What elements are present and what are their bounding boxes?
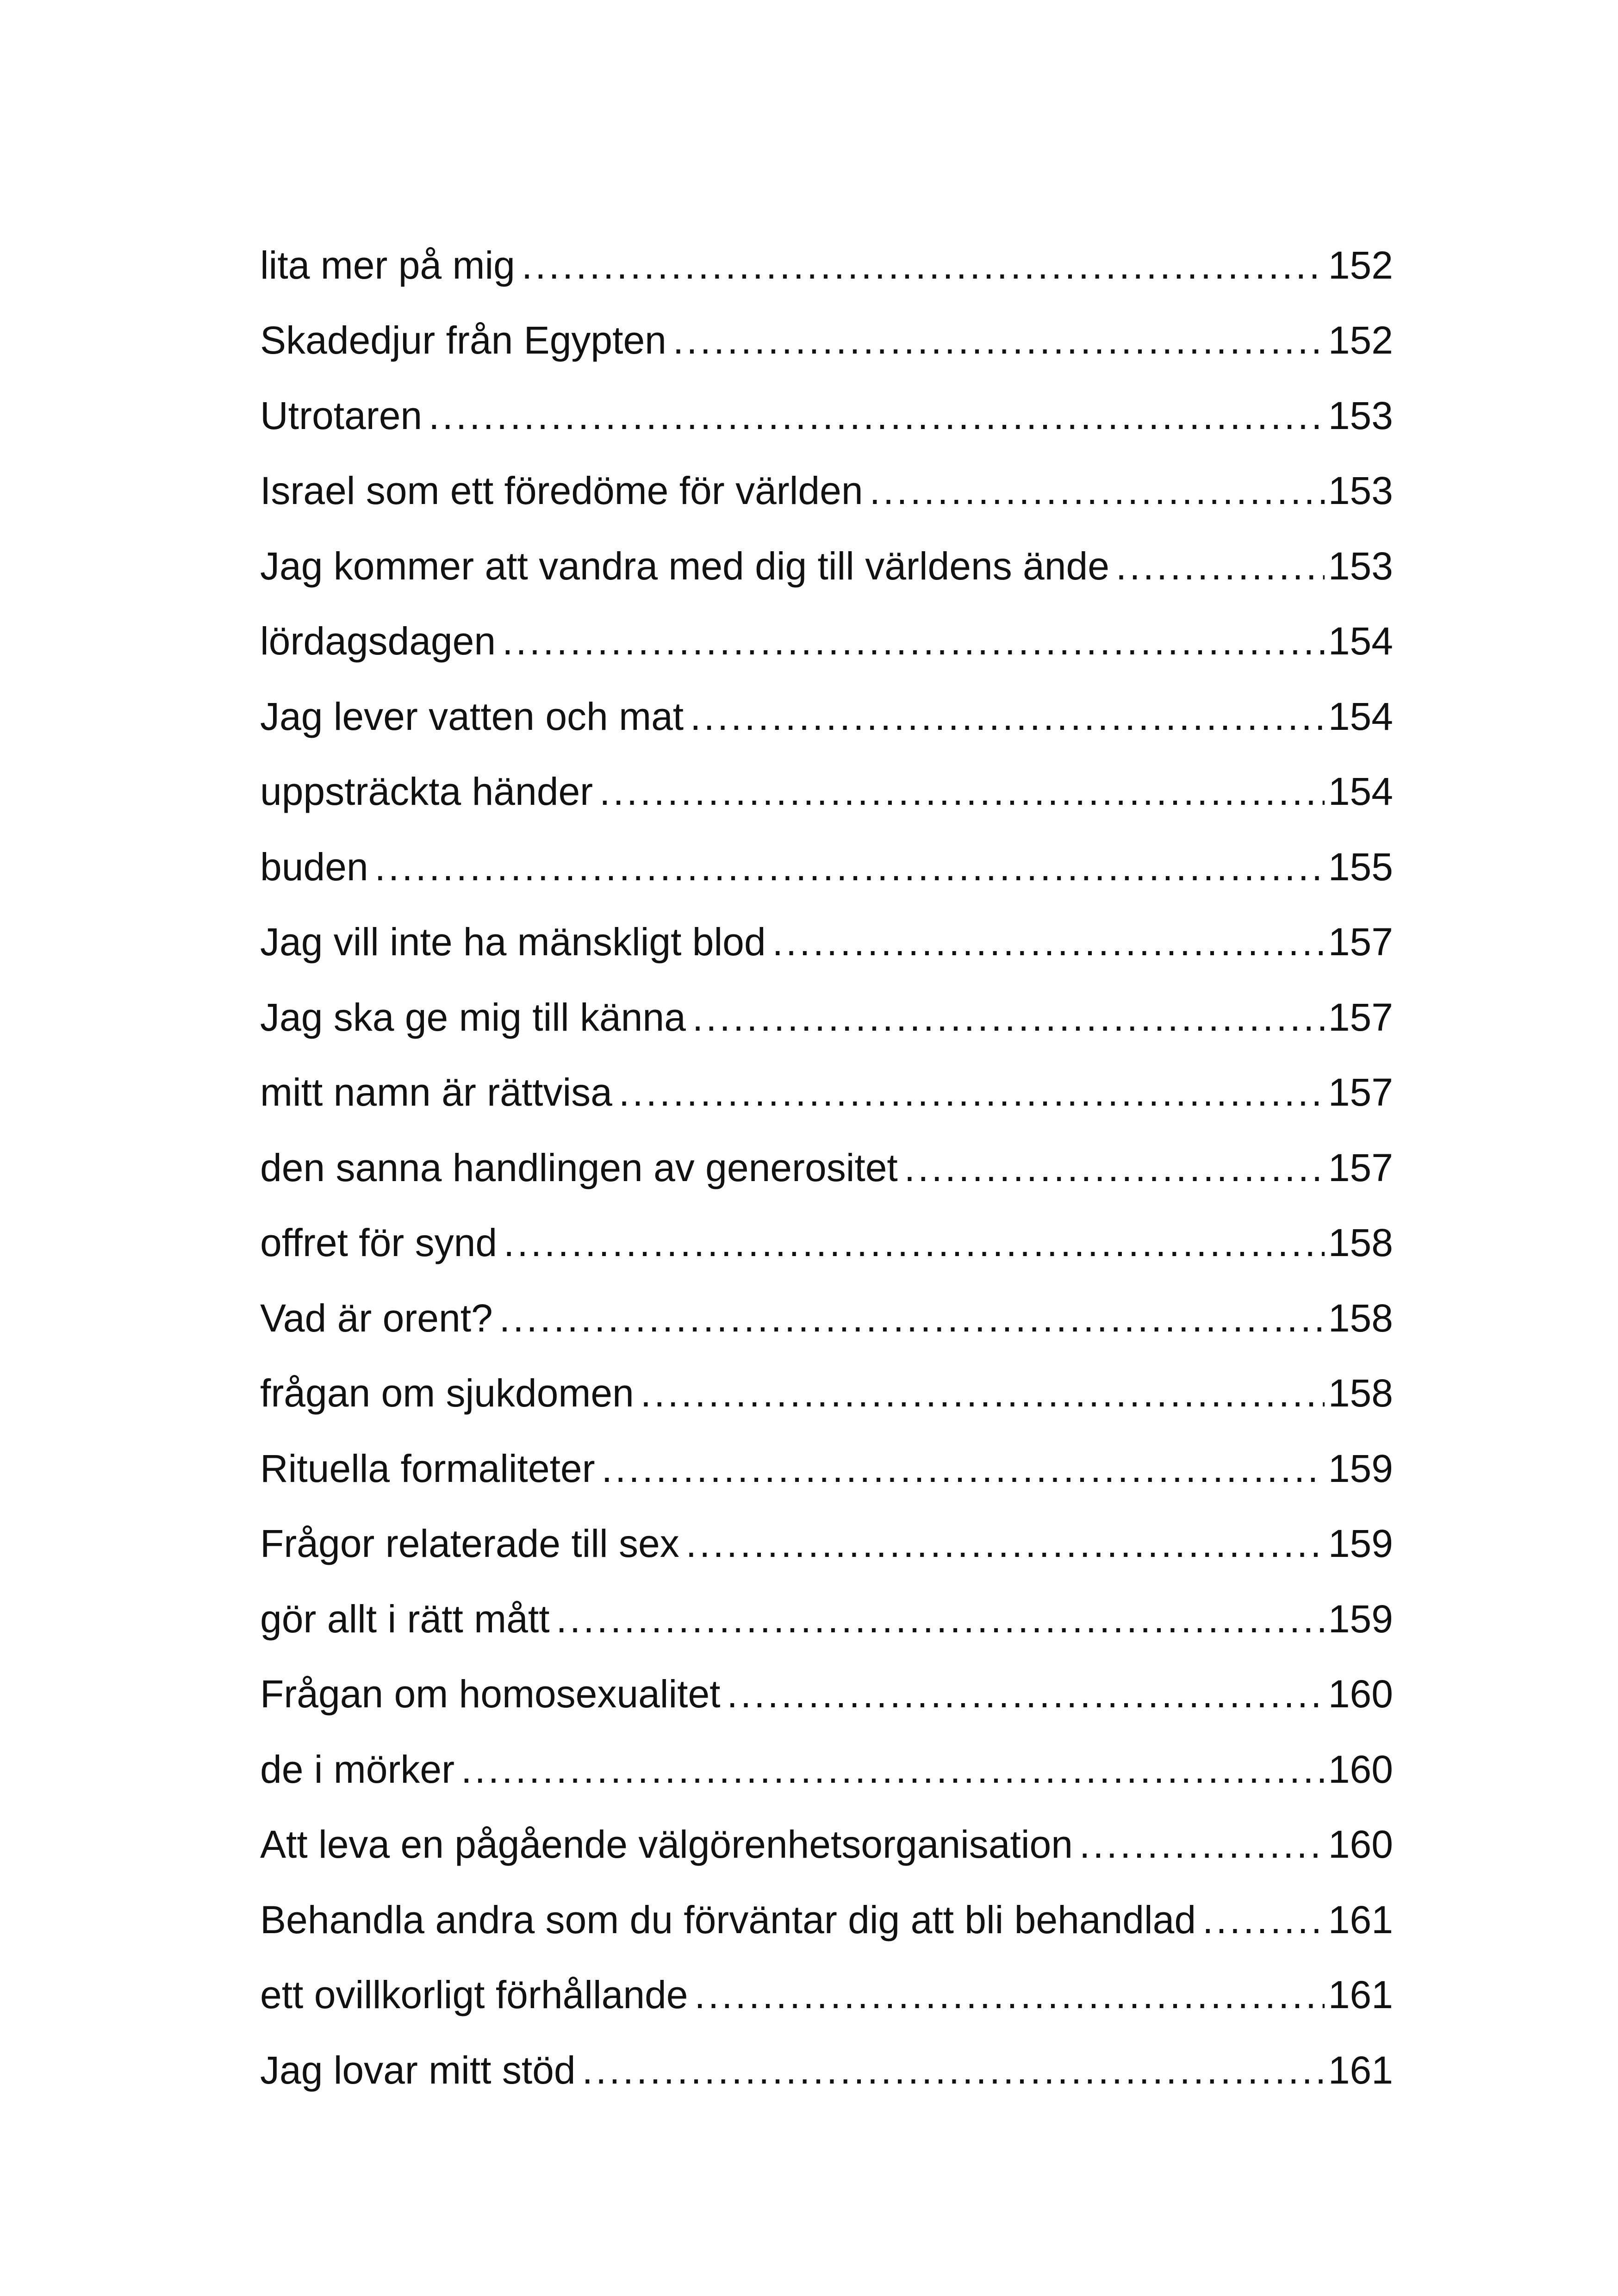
toc-entry-title: lita mer på mig bbox=[260, 243, 515, 287]
toc-entry-page: 160 bbox=[1328, 1672, 1393, 1716]
toc-dot-leader bbox=[619, 1073, 1325, 1112]
toc-entry-page: 153 bbox=[1328, 469, 1393, 512]
toc-entry-page: 158 bbox=[1328, 1296, 1393, 1340]
toc-entry-page: 161 bbox=[1328, 1898, 1393, 1941]
toc-entry[interactable] bbox=[260, 1789, 1393, 1864]
toc-dot-leader bbox=[686, 1524, 1325, 1563]
toc-entry[interactable] bbox=[260, 360, 1393, 435]
toc-entry-title: Rituella formaliteter bbox=[260, 1446, 595, 1490]
toc-dot-leader bbox=[375, 847, 1325, 886]
toc-entry[interactable] bbox=[260, 510, 1393, 588]
toc-dot-leader bbox=[602, 1449, 1325, 1488]
toc-entry-title: offret för synd bbox=[260, 1221, 498, 1264]
toc-entry[interactable] bbox=[260, 736, 1393, 811]
toc-dot-leader bbox=[582, 2051, 1325, 2090]
toc-entry-title: Behandla andra som du förväntar dig att bli behandlad bbox=[260, 1898, 1196, 1941]
toc-entry-title: buden bbox=[260, 845, 368, 889]
toc-dot-leader bbox=[461, 1750, 1325, 1789]
toc-entry-title: Frågor relaterade till sex bbox=[260, 1522, 679, 1565]
toc-entry-page: 157 bbox=[1328, 1145, 1393, 1189]
toc-entry-title: Frågan om homosexualitet bbox=[260, 1672, 721, 1716]
toc-entry-page: 152 bbox=[1328, 243, 1393, 287]
toc-dot-leader bbox=[1116, 547, 1325, 585]
toc-entry-title: gör allt i rätt mått bbox=[260, 1597, 550, 1641]
toc-entry[interactable] bbox=[260, 961, 1393, 1037]
toc-entry-page: 153 bbox=[1328, 544, 1393, 588]
toc-entry-title: Jag ska ge mig till känna bbox=[260, 995, 686, 1039]
toc-dot-leader bbox=[522, 246, 1325, 285]
toc-dot-leader bbox=[727, 1674, 1325, 1713]
toc-entry[interactable] bbox=[260, 660, 1393, 736]
toc-entry[interactable] bbox=[260, 1563, 1393, 1641]
toc-dot-leader bbox=[429, 396, 1325, 435]
table-of-contents bbox=[260, 209, 1393, 2090]
toc-dot-leader bbox=[556, 1599, 1325, 1638]
toc-entry-page: 159 bbox=[1328, 1522, 1393, 1565]
toc-entry-page: 157 bbox=[1328, 995, 1393, 1039]
toc-entry-page: 152 bbox=[1328, 318, 1393, 362]
toc-entry-title: Jag lever vatten och mat bbox=[260, 694, 684, 738]
toc-entry[interactable] bbox=[260, 1112, 1393, 1187]
toc-entry[interactable] bbox=[260, 1262, 1393, 1338]
toc-entry-page: 160 bbox=[1328, 1823, 1393, 1866]
toc-entry-page: 157 bbox=[1328, 920, 1393, 964]
toc-entry-page: 159 bbox=[1328, 1597, 1393, 1641]
toc-dot-leader bbox=[673, 321, 1325, 360]
toc-dot-leader bbox=[772, 922, 1325, 961]
toc-dot-leader bbox=[599, 772, 1325, 811]
toc-entry-title: frågan om sjukdomen bbox=[260, 1371, 634, 1415]
toc-entry-title: Skadedjur från Egypten bbox=[260, 318, 666, 362]
toc-entry[interactable] bbox=[260, 1864, 1393, 1939]
toc-entry[interactable] bbox=[260, 2014, 1393, 2090]
toc-entry[interactable] bbox=[260, 285, 1393, 360]
toc-entry-title: Att leva en pågående välgörenhetsorganisation bbox=[260, 1823, 1073, 1866]
toc-entry-page: 157 bbox=[1328, 1070, 1393, 1114]
toc-entry-title: Utrotaren bbox=[260, 393, 423, 437]
toc-entry-title: den sanna handlingen av generositet bbox=[260, 1145, 898, 1189]
toc-entry[interactable] bbox=[260, 1412, 1393, 1488]
toc-entry[interactable] bbox=[260, 1037, 1393, 1112]
toc-entry[interactable] bbox=[260, 1187, 1393, 1263]
toc-entry-title: Jag vill inte ha mänskligt blod bbox=[260, 920, 766, 964]
toc-entry-page: 155 bbox=[1328, 845, 1393, 889]
toc-dot-leader bbox=[502, 622, 1325, 660]
toc-entry-title: lördagsdagen bbox=[260, 619, 496, 663]
toc-entry-page: 154 bbox=[1328, 694, 1393, 738]
toc-dot-leader bbox=[870, 471, 1325, 510]
toc-entry[interactable] bbox=[260, 1713, 1393, 1789]
toc-entry[interactable] bbox=[260, 435, 1393, 510]
toc-dot-leader bbox=[504, 1223, 1325, 1262]
toc-entry-title: uppsträckta händer bbox=[260, 770, 593, 813]
toc-dot-leader bbox=[695, 1975, 1325, 2014]
toc-dot-leader bbox=[690, 697, 1325, 736]
toc-entry-page: 154 bbox=[1328, 770, 1393, 813]
toc-dot-leader bbox=[1079, 1825, 1325, 1864]
toc-entry[interactable] bbox=[260, 811, 1393, 889]
toc-dot-leader bbox=[904, 1148, 1325, 1187]
toc-entry-page: 161 bbox=[1328, 1973, 1393, 2016]
toc-entry-page: 161 bbox=[1328, 2048, 1393, 2092]
toc-entry[interactable] bbox=[260, 585, 1393, 661]
toc-entry-title: Vad är orent? bbox=[260, 1296, 493, 1340]
toc-entry-page: 160 bbox=[1328, 1747, 1393, 1791]
toc-entry[interactable] bbox=[260, 1338, 1393, 1413]
toc-dot-leader bbox=[692, 998, 1325, 1037]
toc-entry-page: 154 bbox=[1328, 619, 1393, 663]
toc-entry-title: Jag kommer att vandra med dig till världens ände bbox=[260, 544, 1109, 588]
toc-entry-title: mitt namn är rättvisa bbox=[260, 1070, 612, 1114]
toc-entry-title: de i mörker bbox=[260, 1747, 455, 1791]
toc-entry-title: ett ovillkorligt förhållande bbox=[260, 1973, 688, 2016]
toc-dot-leader bbox=[499, 1299, 1325, 1338]
toc-dot-leader bbox=[641, 1374, 1325, 1412]
toc-entry[interactable] bbox=[260, 1939, 1393, 2015]
toc-dot-leader bbox=[1202, 1900, 1325, 1939]
toc-entry[interactable] bbox=[260, 886, 1393, 962]
toc-entry[interactable] bbox=[260, 209, 1393, 285]
toc-entry-page: 153 bbox=[1328, 393, 1393, 437]
toc-entry[interactable] bbox=[260, 1488, 1393, 1563]
toc-entry[interactable] bbox=[260, 1638, 1393, 1714]
toc-entry-page: 158 bbox=[1328, 1371, 1393, 1415]
toc-entry-title: Jag lovar mitt stöd bbox=[260, 2048, 576, 2092]
toc-entry-page: 159 bbox=[1328, 1446, 1393, 1490]
toc-entry-title: Israel som ett föredöme för världen bbox=[260, 469, 863, 512]
toc-entry-page: 158 bbox=[1328, 1221, 1393, 1264]
